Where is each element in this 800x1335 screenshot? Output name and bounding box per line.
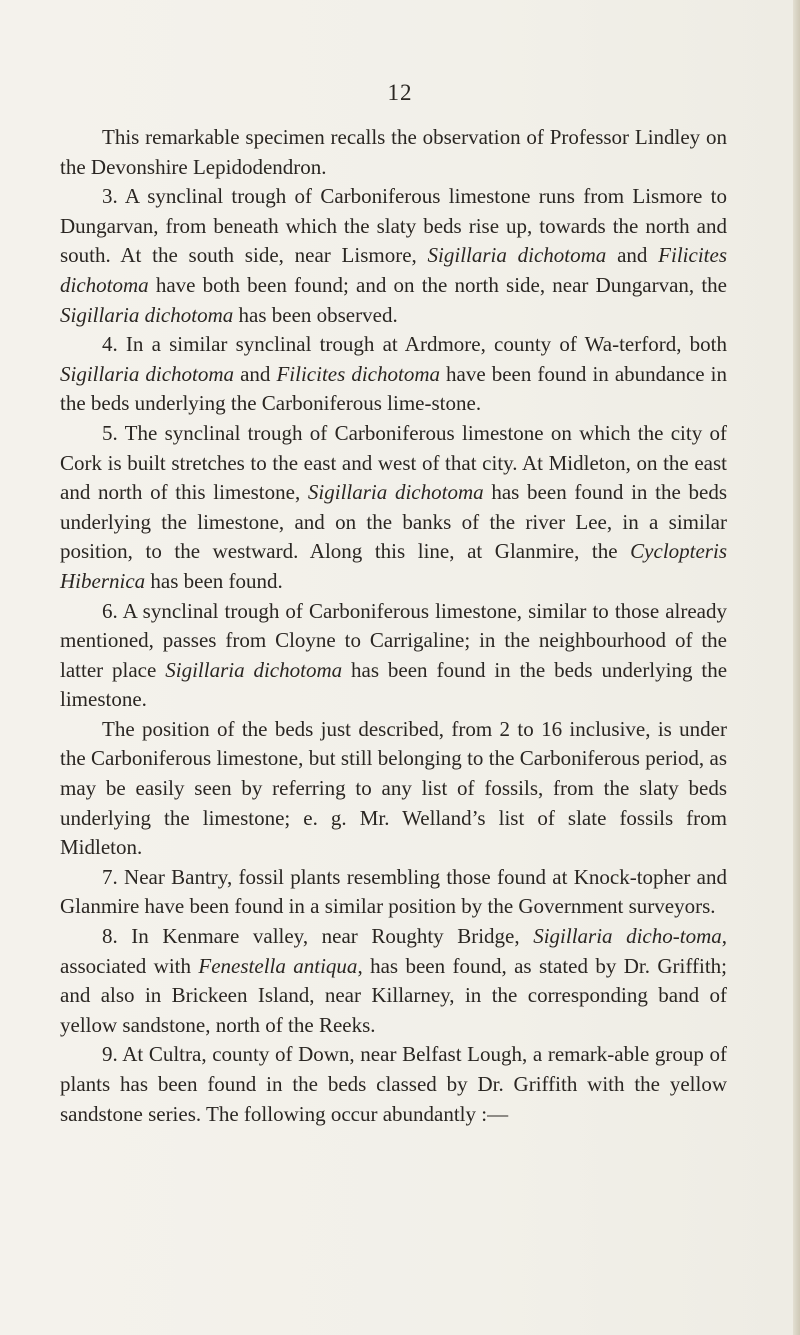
text-run: 6. A synclinal trough of Carboniferous limestone, similar to those already mentioned, passes from Cloyne to Carrigaline; in the neighbourhood of the latter place (60, 598, 727, 682)
italic-taxon-name: Sigillaria dichotoma (307, 480, 484, 505)
text-run: have both been found; and on the north side, near Dungarvan, the (148, 272, 727, 297)
paragraph (60, 1040, 727, 1129)
text-run: has been observed. (233, 302, 398, 327)
italic-taxon-name: Sigillaria dichotoma (427, 243, 607, 268)
text-run: and (606, 243, 659, 268)
text-run: and (234, 361, 277, 386)
text-run: , associated with (60, 924, 727, 978)
page-edge (793, 0, 800, 1335)
paragraph (60, 863, 727, 922)
body-text (60, 123, 727, 1129)
paragraph (60, 597, 727, 715)
paragraph (60, 715, 727, 863)
text-run: 4. In a similar synclinal trough at Ardmore, county of Wa-terford, both (102, 332, 727, 357)
text-run: 7. Near Bantry, fossil plants resembling those found at Knock-topher and Glanmire have been found in a similar position by the Government surveyors. (60, 864, 727, 919)
page-number: 12 (387, 80, 413, 105)
italic-taxon-name: Sigillaria dicho-toma (533, 924, 722, 949)
paragraph (60, 922, 727, 1040)
text-run: has been found. (145, 568, 283, 593)
italic-taxon-name: Sigillaria dichotoma (60, 361, 235, 386)
italic-taxon-name: Sigillaria dichotoma (165, 657, 343, 682)
text-run: 5. The synclinal trough of Carboniferous limestone on which the city of Cork is built stretches to the east and west of that city. At Midleton, on the east and north of this limestone, (60, 420, 727, 505)
text-run: has been found in the beds underlying the limestone. (60, 657, 728, 712)
italic-taxon-name: Fenestella antiqua (198, 953, 358, 978)
paragraph (60, 419, 727, 597)
text-run: 8. In Kenmare valley, near Roughty Bridge, (102, 924, 534, 949)
italic-taxon-name: Sigillaria dichotoma (60, 302, 234, 327)
text-run: This remarkable specimen recalls the observation of Professor Lindley on the Devonshire Lepidodendron. (60, 125, 727, 179)
text-run: have been found in abundance in the beds underlying the Carboniferous lime-stone. (60, 361, 727, 416)
text-run: , has been found, as stated by Dr. Griffith; and also in Brickeen Island, near Killarney, in the corresponding band of yellow sandstone, north of the Reeks. (60, 953, 727, 1037)
text-run: The position of the beds just described, from 2 to 16 inclusive, is under the Carboniferous limestone, but still belonging to the Carboniferous period, as may be easily seen by referring to any list of fossils, from the slaty beds underlying the limestone; e. g. Mr. Welland’s list of slate fossils from Midleton. (60, 716, 727, 860)
text-run: 9. At Cultra, county of Down, near Belfast Lough, a remark-able group of plants has been found in the beds classed by Dr. Griffith with the yellow sandstone series. The following occur abundantly :— (60, 1042, 727, 1126)
italic-taxon-name: Filicites dichotoma (60, 243, 727, 297)
italic-taxon-name: Cyclopteris Hibernica (60, 539, 727, 593)
text-run: has been found in the beds underlying the limestone, and on the banks of the river Lee, in a similar position, to the westward. Along this line, at Glanmire, the (60, 480, 727, 564)
paragraph (60, 182, 727, 330)
paragraph (60, 330, 727, 419)
paragraph (60, 123, 727, 182)
text-run: 3. A synclinal trough of Carboniferous limestone runs from Lismore to Dungarvan, from beneath which the slaty beds rise up, towards the north and south. At the south side, near Lismore, (60, 184, 727, 268)
italic-taxon-name: Filicites dichotoma (276, 361, 440, 386)
